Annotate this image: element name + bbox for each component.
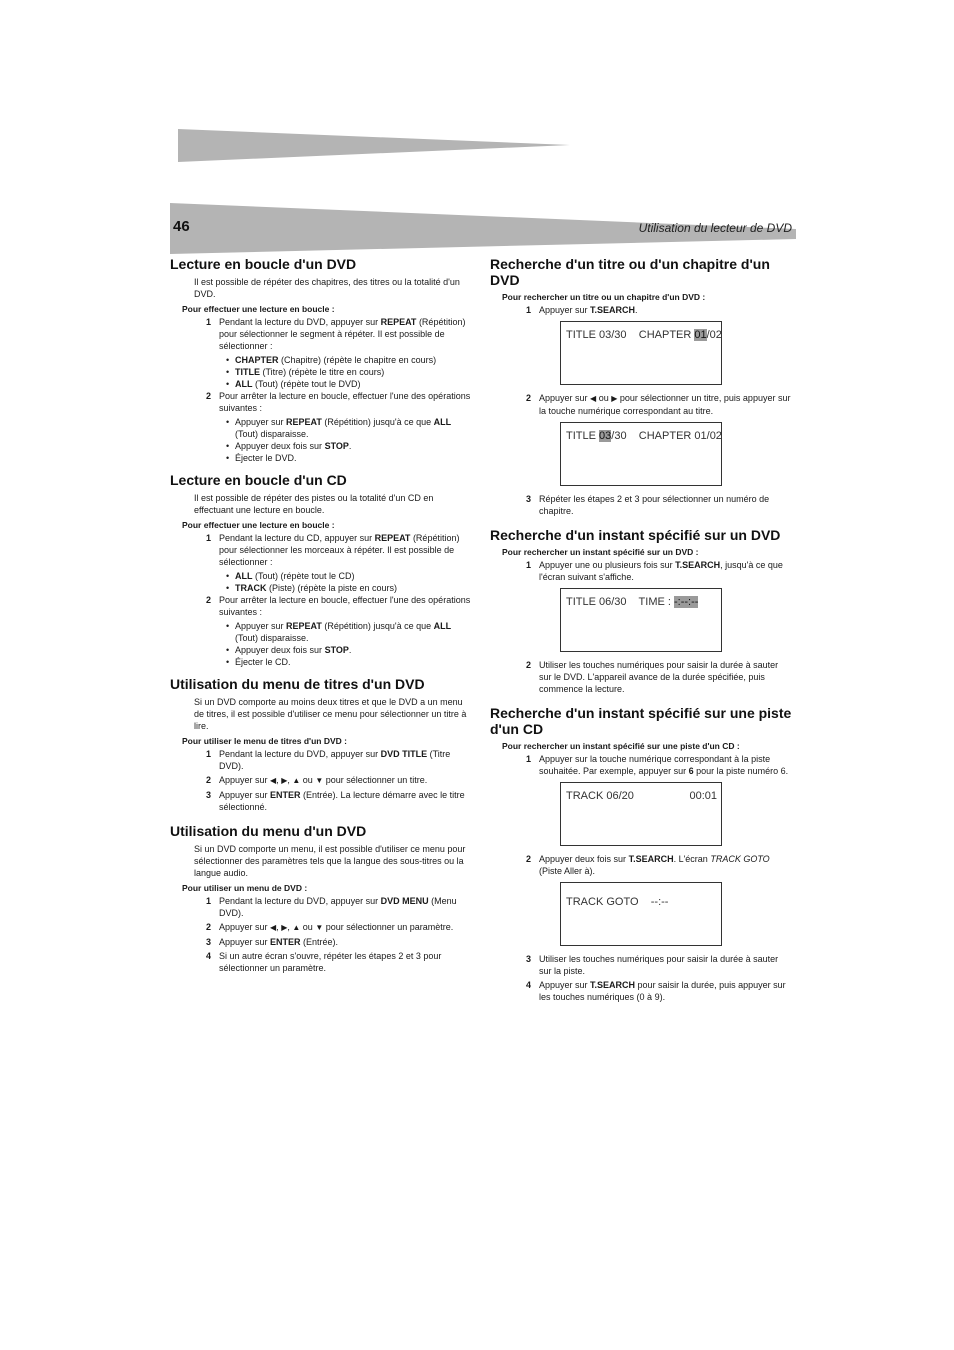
down-arrow-icon: ▼ xyxy=(315,776,324,785)
section-title: Recherche d'un titre ou d'un chapitre d'un DVD xyxy=(490,256,770,288)
procedure-heading: Pour utiliser un menu de DVD : xyxy=(182,883,308,893)
right-arrow-icon: ▶ xyxy=(611,394,618,403)
osd-screen: TITLE 03/30 CHAPTER 01/02 xyxy=(560,321,722,385)
step-item: 3 Répéter les étapes 2 et 3 pour sélectionner un numéro de chapitre. xyxy=(526,494,770,516)
paragraph: Si un DVD comporte un menu, il est possible d'utiliser ce menu pour sélectionner des paramètres tels que la langue des sous-titres ou la langue audio. xyxy=(194,844,466,878)
osd-screen: TITLE 03/30 CHAPTER 01/02 xyxy=(560,422,722,486)
step-item: 1 Pendant la lecture du DVD, appuyer sur REPEAT (Répétition) pour sélectionner le segment à répéter. Il est possible de sélectionner : xyxy=(206,317,466,351)
step-item: 1 Pendant la lecture du DVD, appuyer sur DVD TITLE (Titre DVD). xyxy=(206,749,451,771)
step-item: 2 Utiliser les touches numériques pour saisir la durée à sauter sur le DVD. L'appareil avance de la durée spécifiée, puis commence la lecture. xyxy=(526,660,779,694)
osd-screen: TITLE 06/30 TIME : -:--:-- xyxy=(560,588,722,652)
step-item: 2 Appuyer sur ◀, ▶, ▲ ou ▼ pour sélectionner un paramètre. xyxy=(206,922,454,932)
step-item: 4 Appuyer sur T.SEARCH pour saisir la durée, puis appuyer sur les touches numériques (0 à 9). xyxy=(526,980,786,1002)
right-arrow-icon: ▶ xyxy=(281,776,288,785)
procedure-heading: Pour effectuer une lecture en boucle : xyxy=(182,520,335,530)
section-title: Utilisation du menu de titres d'un DVD xyxy=(170,676,425,692)
step-item: 1 Pendant la lecture du CD, appuyer sur REPEAT (Répétition) pour sélectionner les morceaux à répéter. Il est possible de sélectionner : xyxy=(206,533,460,567)
page-number: 46 xyxy=(173,218,190,235)
left-arrow-icon: ◀ xyxy=(590,394,597,403)
osd-time: 00:01 xyxy=(689,790,717,802)
procedure-heading: Pour rechercher un instant spécifié sur une piste d'un CD : xyxy=(502,741,740,751)
step-item: 1 Appuyer sur T.SEARCH. xyxy=(526,305,638,315)
bullet-item: • Éjecter le CD. xyxy=(170,656,472,668)
step-item: 2 Appuyer sur ◀ ou ▶ pour sélectionner un titre, puis appuyer sur la touche numérique correspondant au titre. xyxy=(526,393,791,416)
left-arrow-icon: ◀ xyxy=(270,923,277,932)
bullet-item: • ALL (Tout) (répète tout le DVD) xyxy=(170,378,472,390)
left-column xyxy=(170,256,472,976)
up-arrow-icon: ▲ xyxy=(292,923,301,932)
bullet-item: • CHAPTER (Chapitre) (répète le chapitre en cours) xyxy=(170,354,472,366)
bullet-item: • Appuyer deux fois sur STOP. xyxy=(170,440,472,452)
section-title: Utilisation du menu d'un DVD xyxy=(170,823,367,839)
step-item: 2 Appuyer sur ◀, ▶, ▲ ou ▼ pour sélectionner un titre. xyxy=(206,775,428,785)
step-item: 1 Appuyer une ou plusieurs fois sur T.SEARCH, jusqu'à ce que l'écran suivant s'affiche. xyxy=(526,560,783,582)
right-column xyxy=(490,256,792,1005)
bullet-item: • TITLE (Titre) (répète le titre en cours) xyxy=(170,366,472,378)
bullet-item: • TRACK (Piste) (répète la piste en cours) xyxy=(170,582,472,594)
right-arrow-icon: ▶ xyxy=(281,923,288,932)
step-item: 1 Appuyer sur la touche numérique correspondant à la piste souhaitée. Par exemple, appuyer sur 6 pour la piste numéro 6. xyxy=(526,754,789,776)
running-title: Utilisation du lecteur de DVD xyxy=(638,221,792,235)
step-item: 3 Utiliser les touches numériques pour saisir la durée à sauter sur la piste. xyxy=(526,954,779,976)
section-title: Lecture en boucle d'un CD xyxy=(170,472,347,488)
section-title: Recherche d'un instant spécifié sur un DVD xyxy=(490,527,781,543)
bullet-item: • Appuyer sur REPEAT (Répétition) jusqu'à ce que ALL (Tout) disparaisse. xyxy=(170,416,472,440)
step-item: 2 Pour arrêter la lecture en boucle, effectuer l'une des opérations suivantes : xyxy=(206,595,471,617)
down-arrow-icon: ▼ xyxy=(315,923,324,932)
procedure-heading: Pour rechercher un titre ou un chapitre d'un DVD : xyxy=(502,292,706,302)
step-item: 1 Pendant la lecture du DVD, appuyer sur DVD MENU (Menu DVD). xyxy=(206,896,457,918)
procedure-heading: Pour utiliser le menu de titres d'un DVD : xyxy=(182,736,347,746)
osd-track: TRACK 06/20 xyxy=(566,790,634,802)
section-title: Lecture en boucle d'un DVD xyxy=(170,256,357,272)
section-title: Recherche d'un instant spécifié sur une piste d'un CD xyxy=(490,705,792,737)
osd-screen xyxy=(560,782,722,846)
step-item: 4 Si un autre écran s'ouvre, répéter les étapes 2 et 3 pour sélectionner un paramètre. xyxy=(206,951,442,973)
step-item: 3 Appuyer sur ENTER (Entrée). La lecture démarre avec le titre sélectionné. xyxy=(206,790,465,812)
step-item: 2 Pour arrêter la lecture en boucle, effectuer l'une des opérations suivantes : xyxy=(206,391,471,413)
paragraph: Il est possible de répéter des pistes ou la totalité d'un CD en effectuant une lecture en boucle. xyxy=(194,493,434,515)
procedure-heading: Pour effectuer une lecture en boucle : xyxy=(182,304,335,314)
paragraph: Il est possible de répéter des chapitres, des titres ou la totalité d'un DVD. xyxy=(194,277,460,299)
up-arrow-icon: ▲ xyxy=(292,776,301,785)
procedure-heading: Pour rechercher un instant spécifié sur un DVD : xyxy=(502,547,699,557)
osd-screen: TRACK GOTO --:-- xyxy=(560,882,722,946)
bullet-item: • Éjecter le DVD. xyxy=(170,452,472,464)
left-arrow-icon: ◀ xyxy=(270,776,277,785)
bullet-item: • ALL (Tout) (répète tout le CD) xyxy=(170,570,472,582)
header-band-top xyxy=(178,129,570,163)
bullet-item: • Appuyer deux fois sur STOP. xyxy=(170,644,472,656)
step-item: 2 Appuyer deux fois sur T.SEARCH. L'écran TRACK GOTO (Piste Aller à). xyxy=(526,854,770,876)
paragraph: Si un DVD comporte au moins deux titres et que le DVD a un menu de titres, il est possible d'utiliser ce menu pour sélectionner un titre à lire. xyxy=(194,697,467,731)
bullet-item: • Appuyer sur REPEAT (Répétition) jusqu'à ce que ALL (Tout) disparaisse. xyxy=(170,620,472,644)
step-item: 3 Appuyer sur ENTER (Entrée). xyxy=(206,937,339,947)
